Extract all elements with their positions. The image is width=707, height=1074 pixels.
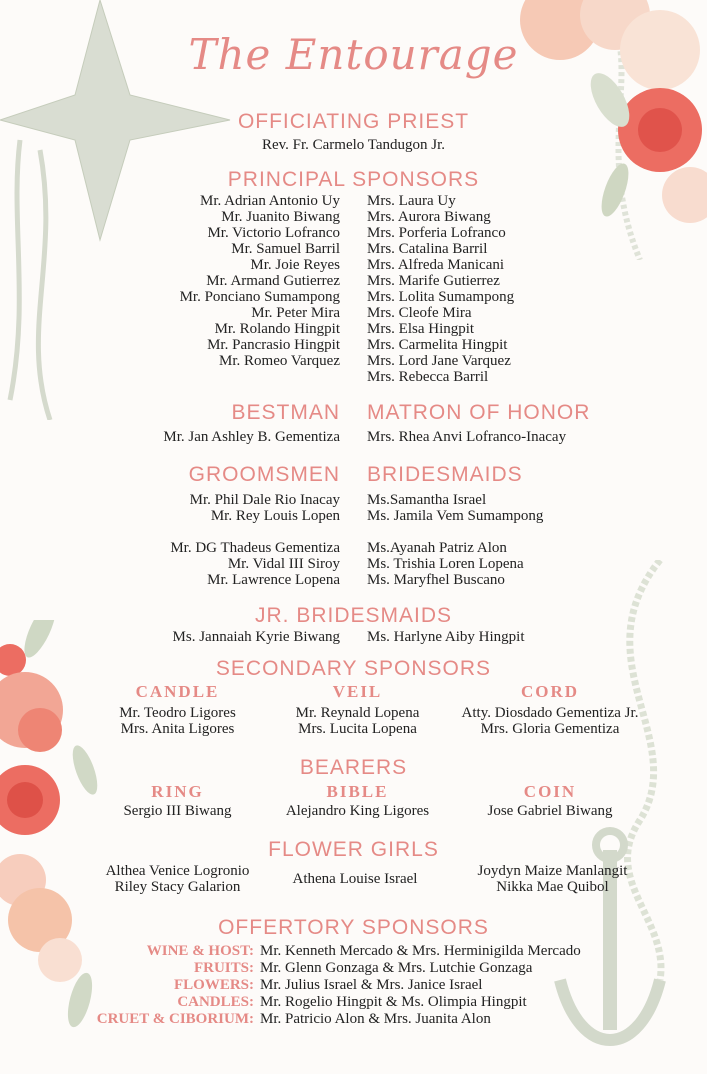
- offertory-row: [40, 943, 700, 960]
- groomsman: Mr. Rey Louis Lopen: [210, 508, 340, 524]
- offertory-label: FRUITS:: [193, 960, 254, 976]
- secondary-heading: SECONDARY SPONSORS: [215, 657, 492, 680]
- principal-sponsor-female: Mrs. Carmelita Hingpit: [367, 337, 508, 353]
- veil-sponsors: [270, 705, 445, 737]
- offertory-row: [40, 1011, 700, 1028]
- bridesmaids-group-2: [367, 540, 667, 588]
- veil-sponsor: Mr. Reynald Lopena: [295, 705, 420, 721]
- matron-name: Mrs. Rhea Anvi Lofranco-Inacay: [367, 429, 567, 445]
- offertory-names: Mr. Kenneth Mercado & Mrs. Herminigilda Mercado: [260, 943, 581, 959]
- matron-heading: MATRON OF HONOR: [367, 401, 591, 424]
- principal-sponsor-male: Mr. Armand Gutierrez: [206, 273, 340, 289]
- bridesmaid: Ms. Maryfhel Buscano: [367, 572, 505, 588]
- principal-sponsor-female: Mrs. Elsa Hingpit: [367, 321, 475, 337]
- bestman-heading: BESTMAN: [231, 401, 340, 424]
- ring-label: RING: [151, 782, 204, 801]
- bridesmaids-heading: BRIDESMAIDS: [367, 463, 523, 486]
- veil-sponsor: Mrs. Lucita Lopena: [298, 721, 417, 737]
- bible-bearer: Alejandro King Ligores: [285, 803, 430, 819]
- bestman-name: Mr. Jan Ashley B. Gementiza: [163, 429, 340, 445]
- principal-sponsor-male: Mr. Samuel Barril: [231, 241, 340, 257]
- bible-label: BIBLE: [326, 782, 389, 801]
- page-title: The Entourage: [188, 30, 519, 79]
- jr-bridesmaid-left: Ms. Jannaiah Kyrie Biwang: [172, 629, 340, 645]
- offertory-heading: OFFERTORY SPONSORS: [218, 916, 489, 939]
- coin-bearer: Jose Gabriel Biwang: [487, 803, 613, 819]
- offertory-names: Mr. Julius Israel & Mrs. Janice Israel: [260, 977, 483, 993]
- offertory-label: WINE & HOST:: [146, 943, 254, 959]
- candle-sponsors: [90, 705, 265, 737]
- flower-girl: Joydyn Maize Manlangit: [477, 863, 628, 879]
- principal-sponsor-female: Mrs. Cleofe Mira: [367, 305, 472, 321]
- candle-sponsor: Mr. Teodro Ligores: [119, 705, 236, 721]
- flower-girls-right: [445, 863, 660, 895]
- cord-sponsor: Atty. Diosdado Gementiza Jr.: [461, 705, 639, 721]
- jr-bridesmaids-heading: JR. BRIDESMAIDS: [254, 604, 453, 627]
- bridesmaids-group-1: [367, 492, 667, 524]
- flower-girls-heading: FLOWER GIRLS: [268, 838, 439, 861]
- offertory-names: Mr. Patricio Alon & Mrs. Juanita Alon: [260, 1011, 491, 1027]
- principal-sponsor-female: Mrs. Catalina Barril: [367, 241, 488, 257]
- bridesmaid: Ms.Ayanah Patriz Alon: [367, 540, 507, 556]
- offertory-label: CRUET & CIBORIUM:: [96, 1011, 254, 1027]
- principal-sponsor-male: Mr. Peter Mira: [251, 305, 340, 321]
- principal-heading: PRINCIPAL SPONSORS: [227, 168, 480, 191]
- principal-sponsor-female: Mrs. Rebecca Barril: [367, 369, 489, 385]
- principal-sponsor-female: Mrs. Aurora Biwang: [367, 209, 491, 225]
- bridesmaid: Ms.Samantha Israel: [367, 492, 487, 508]
- principal-sponsor-male: Mr. Romeo Varquez: [219, 353, 340, 369]
- principal-sponsors-right: [367, 193, 667, 385]
- bridesmaid: Ms. Jamila Vem Sumampong: [367, 508, 544, 524]
- flower-girl: Nikka Mae Quibol: [496, 879, 609, 895]
- groomsmen-group-1: [40, 492, 340, 524]
- principal-sponsor-male: Mr. Rolando Hingpit: [214, 321, 340, 337]
- candle-label: CANDLE: [135, 682, 220, 701]
- principal-sponsor-female: Mrs. Lord Jane Varquez: [367, 353, 511, 369]
- veil-label: VEIL: [332, 682, 383, 701]
- groomsman: Mr. DG Thadeus Gementiza: [170, 540, 340, 556]
- candle-sponsor: Mrs. Anita Ligores: [120, 721, 235, 737]
- principal-sponsor-female: Mrs. Lolita Sumampong: [367, 289, 515, 305]
- principal-sponsor-male: Mr. Victorio Lofranco: [207, 225, 340, 241]
- cord-sponsor: Mrs. Gloria Gementiza: [480, 721, 620, 737]
- ring-bearer: Sergio III Biwang: [123, 803, 232, 819]
- offertory-names: Mr. Glenn Gonzaga & Mrs. Lutchie Gonzaga: [260, 960, 533, 976]
- offertory-names: Mr. Rogelio Hingpit & Ms. Olimpia Hingpit: [260, 994, 527, 1010]
- jr-bridesmaid-right: Ms. Harlyne Aiby Hingpit: [367, 629, 525, 645]
- flower-girl: Riley Stacy Galarion: [114, 879, 241, 895]
- offertory-row: [40, 960, 700, 977]
- principal-sponsor-male: Mr. Adrian Antonio Uy: [199, 193, 340, 209]
- cord-label: CORD: [520, 682, 580, 701]
- groomsman: Mr. Phil Dale Rio Inacay: [189, 492, 340, 508]
- offertory-list: [40, 943, 700, 1028]
- officiating-heading: OFFICIATING PRIEST: [237, 110, 470, 133]
- principal-sponsor-female: Mrs. Alfreda Manicani: [367, 257, 505, 273]
- principal-sponsor-female: Mrs. Porferia Lofranco: [367, 225, 506, 241]
- flower-girl-center: Athena Louise Israel: [292, 871, 418, 887]
- principal-sponsor-male: Mr. Ponciano Sumampong: [179, 289, 340, 305]
- groomsman: Mr. Vidal III Siroy: [227, 556, 340, 572]
- principal-sponsor-female: Mrs. Laura Uy: [367, 193, 456, 209]
- principal-sponsor-male: Mr. Pancrasio Hingpit: [207, 337, 340, 353]
- offertory-label: CANDLES:: [177, 994, 254, 1010]
- offertory-row: [40, 977, 700, 994]
- principal-sponsor-female: Mrs. Marife Gutierrez: [367, 273, 500, 289]
- coin-label: COIN: [523, 782, 577, 801]
- groomsman: Mr. Lawrence Lopena: [207, 572, 340, 588]
- principal-sponsor-male: Mr. Joie Reyes: [250, 257, 340, 273]
- offertory-row: [40, 994, 700, 1011]
- flower-girl: Althea Venice Logronio: [105, 863, 250, 879]
- officiating-name: Rev. Fr. Carmelo Tandugon Jr.: [261, 137, 446, 153]
- bearers-heading: BEARERS: [299, 756, 408, 779]
- cord-sponsors: [440, 705, 660, 737]
- offertory-label: FLOWERS:: [173, 977, 254, 993]
- bridesmaid: Ms. Trishia Loren Lopena: [367, 556, 524, 572]
- groomsmen-group-2: [40, 540, 340, 588]
- groomsmen-heading: GROOMSMEN: [188, 463, 340, 486]
- principal-sponsor-male: Mr. Juanito Biwang: [221, 209, 340, 225]
- principal-sponsors-left: [40, 193, 340, 369]
- flower-girls-left: [85, 863, 270, 895]
